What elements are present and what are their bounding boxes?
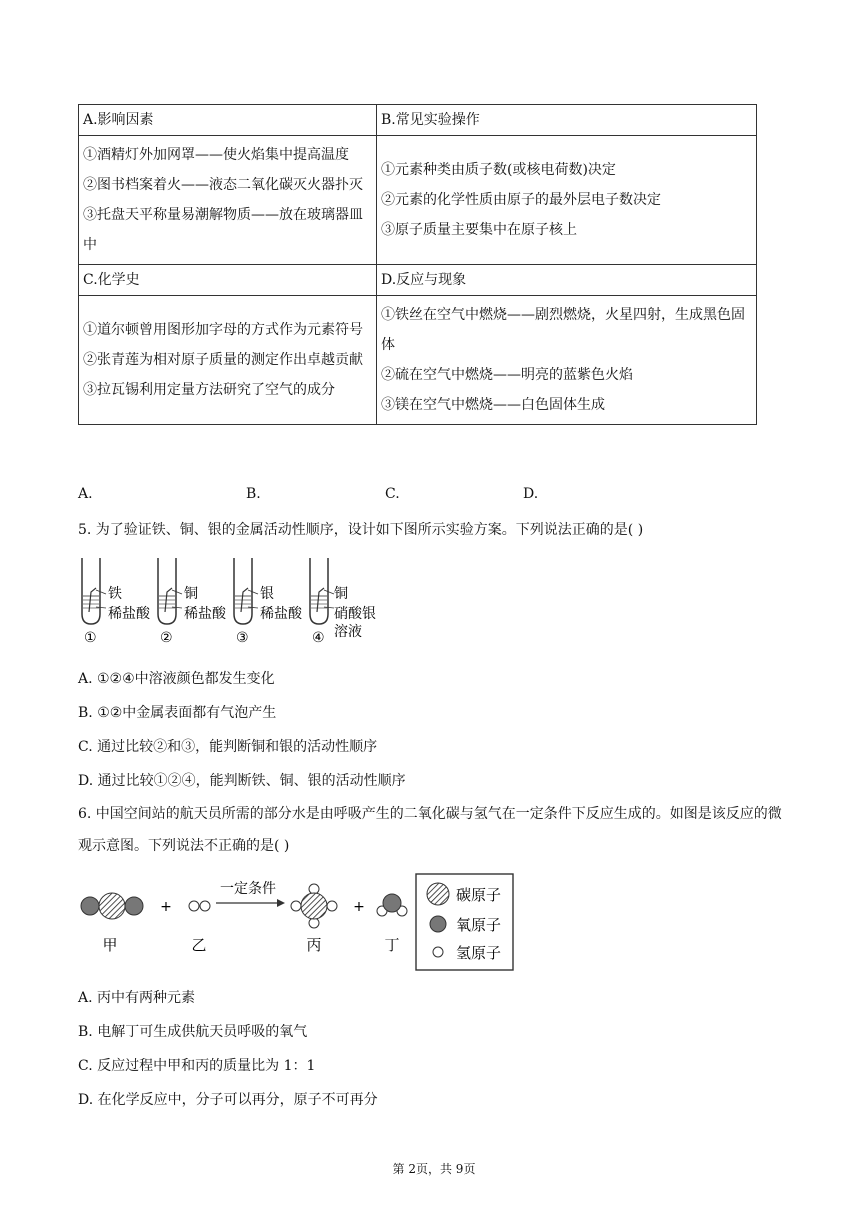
cell-a-head: A.影响因素 [79, 105, 377, 136]
atom-legend [416, 874, 513, 970]
c-line-3: ③拉瓦锡利用定量方法研究了空气的成分 [83, 382, 335, 398]
tube-1-metal: 铁 [108, 586, 122, 602]
q5-option-a[interactable]: A. ①②④中溶液颜色都发生变化 [78, 671, 275, 687]
cell-d-body [377, 296, 757, 425]
q6-option-d[interactable]: D. 在化学反应中，分子可以再分，原子不可再分 [78, 1092, 378, 1108]
d-line-3: ③镁在空气中燃烧——白色固体生成 [381, 397, 605, 413]
a-line-3: ③托盘天平称量易潮解物质——放在玻璃器皿中 [83, 207, 363, 253]
tube-3-number: ③ [236, 630, 249, 644]
q5-test-tube-figure [76, 552, 376, 644]
q4-choice-d[interactable]: D. [523, 486, 539, 502]
molecule-ding [377, 894, 407, 916]
b-line-2: ②元素的化学性质由原子的最外层电子数决定 [381, 192, 661, 208]
q4-choice-c[interactable]: C. [385, 486, 400, 502]
q6-option-c[interactable]: C. 反应过程中甲和丙的质量比为 1：1 [78, 1058, 316, 1074]
molecule-bing [291, 884, 337, 928]
tube-2-number: ② [160, 630, 173, 644]
cell-b-head: B.常见实验操作 [377, 105, 757, 136]
b-line-1: ①元素种类由质子数(或核电荷数)决定 [381, 162, 616, 178]
cell-a-body [79, 136, 377, 265]
tube-4-metal: 铜 [334, 586, 348, 602]
tube-1-number: ① [84, 630, 97, 644]
plus-sign-1: + [160, 899, 172, 915]
tube-4-liquid: 硝酸银 [334, 606, 376, 622]
q4-choice-a[interactable]: A. [78, 486, 93, 502]
tube-4-liquid-line2: 溶液 [334, 624, 362, 640]
tube-1 [82, 558, 151, 644]
cell-d-head: D.反应与现象 [377, 265, 757, 296]
cell-c-head: C.化学史 [79, 265, 377, 296]
b-line-3: ③原子质量主要集中在原子核上 [381, 222, 577, 238]
label-bing: 丙 [306, 936, 322, 954]
label-yi: 乙 [191, 936, 207, 954]
tube-3-metal: 银 [260, 586, 274, 602]
tube-2-metal: 铜 [184, 586, 198, 602]
d-line-2: ②硫在空气中燃烧——明亮的蓝紫色火焰 [381, 367, 633, 383]
q6-option-b[interactable]: B. 电解丁可生成供航天员呼吸的氧气 [78, 1024, 308, 1040]
a-line-1: ①酒精灯外加网罩——使火焰集中提高温度 [83, 147, 349, 163]
tube-1-liquid: 稀盐酸 [108, 606, 150, 622]
c-line-1: ①道尔顿曾用图形加字母的方式作为元素符号 [83, 322, 363, 338]
tube-4 [310, 558, 376, 644]
q5-stem: 5. 为了验证铁、铜、银的金属活动性顺序，设计如下图所示实验方案。下列说法正确的是( ) [78, 522, 644, 538]
q5-option-d[interactable]: D. 通过比较①②④，能判断铁、铜、银的活动性顺序 [78, 773, 406, 789]
label-jia: 甲 [102, 936, 118, 954]
q6-reaction-diagram [76, 872, 516, 972]
q5-option-b[interactable]: B. ①②中金属表面都有气泡产生 [78, 705, 277, 721]
page-footer: 第 2页，共 9页 [392, 1162, 476, 1176]
tube-2-liquid: 稀盐酸 [184, 606, 226, 622]
oxygen-legend-icon [430, 916, 446, 932]
tube-3-liquid: 稀盐酸 [260, 606, 302, 622]
d-line-1: ①铁丝在空气中燃烧——剧烈燃烧，火星四射，生成黑色固体 [381, 307, 745, 353]
legend-carbon: 碳原子 [456, 886, 502, 904]
options-table [78, 104, 757, 425]
q4-choice-b[interactable]: B. [246, 486, 261, 502]
legend-oxygen: 氧原子 [456, 916, 502, 934]
hydrogen-legend-icon [433, 947, 443, 957]
tube-4-number: ④ [312, 630, 325, 644]
plus-sign-2: + [353, 899, 365, 915]
carbon-legend-icon [427, 883, 449, 905]
a-line-2: ②图书档案着火——液态二氧化碳灭火器扑灭 [83, 177, 363, 193]
q5-option-c[interactable]: C. 通过比较②和③，能判断铜和银的活动性顺序 [78, 739, 378, 755]
q6-stem: 6. 中国空间站的航天员所需的部分水是由呼吸产生的二氧化碳与氢气在一定条件下反应生成的。如图是该反应的微观示意图。下列说法不正确的是( ) [78, 806, 782, 854]
q6-option-a[interactable]: A. 丙中有两种元素 [78, 990, 196, 1006]
label-ding: 丁 [384, 936, 400, 954]
tube-3 [234, 558, 303, 644]
reaction-arrow-icon [216, 899, 285, 907]
legend-hydrogen: 氢原子 [456, 944, 502, 962]
c-line-2: ②张青莲为相对原子质量的测定作出卓越贡献 [83, 352, 363, 368]
molecule-jia [81, 893, 143, 919]
reaction-condition: 一定条件 [220, 881, 276, 897]
tube-2 [158, 558, 227, 644]
cell-c-body [79, 296, 377, 425]
molecule-yi [189, 901, 210, 911]
cell-b-body [377, 136, 757, 265]
